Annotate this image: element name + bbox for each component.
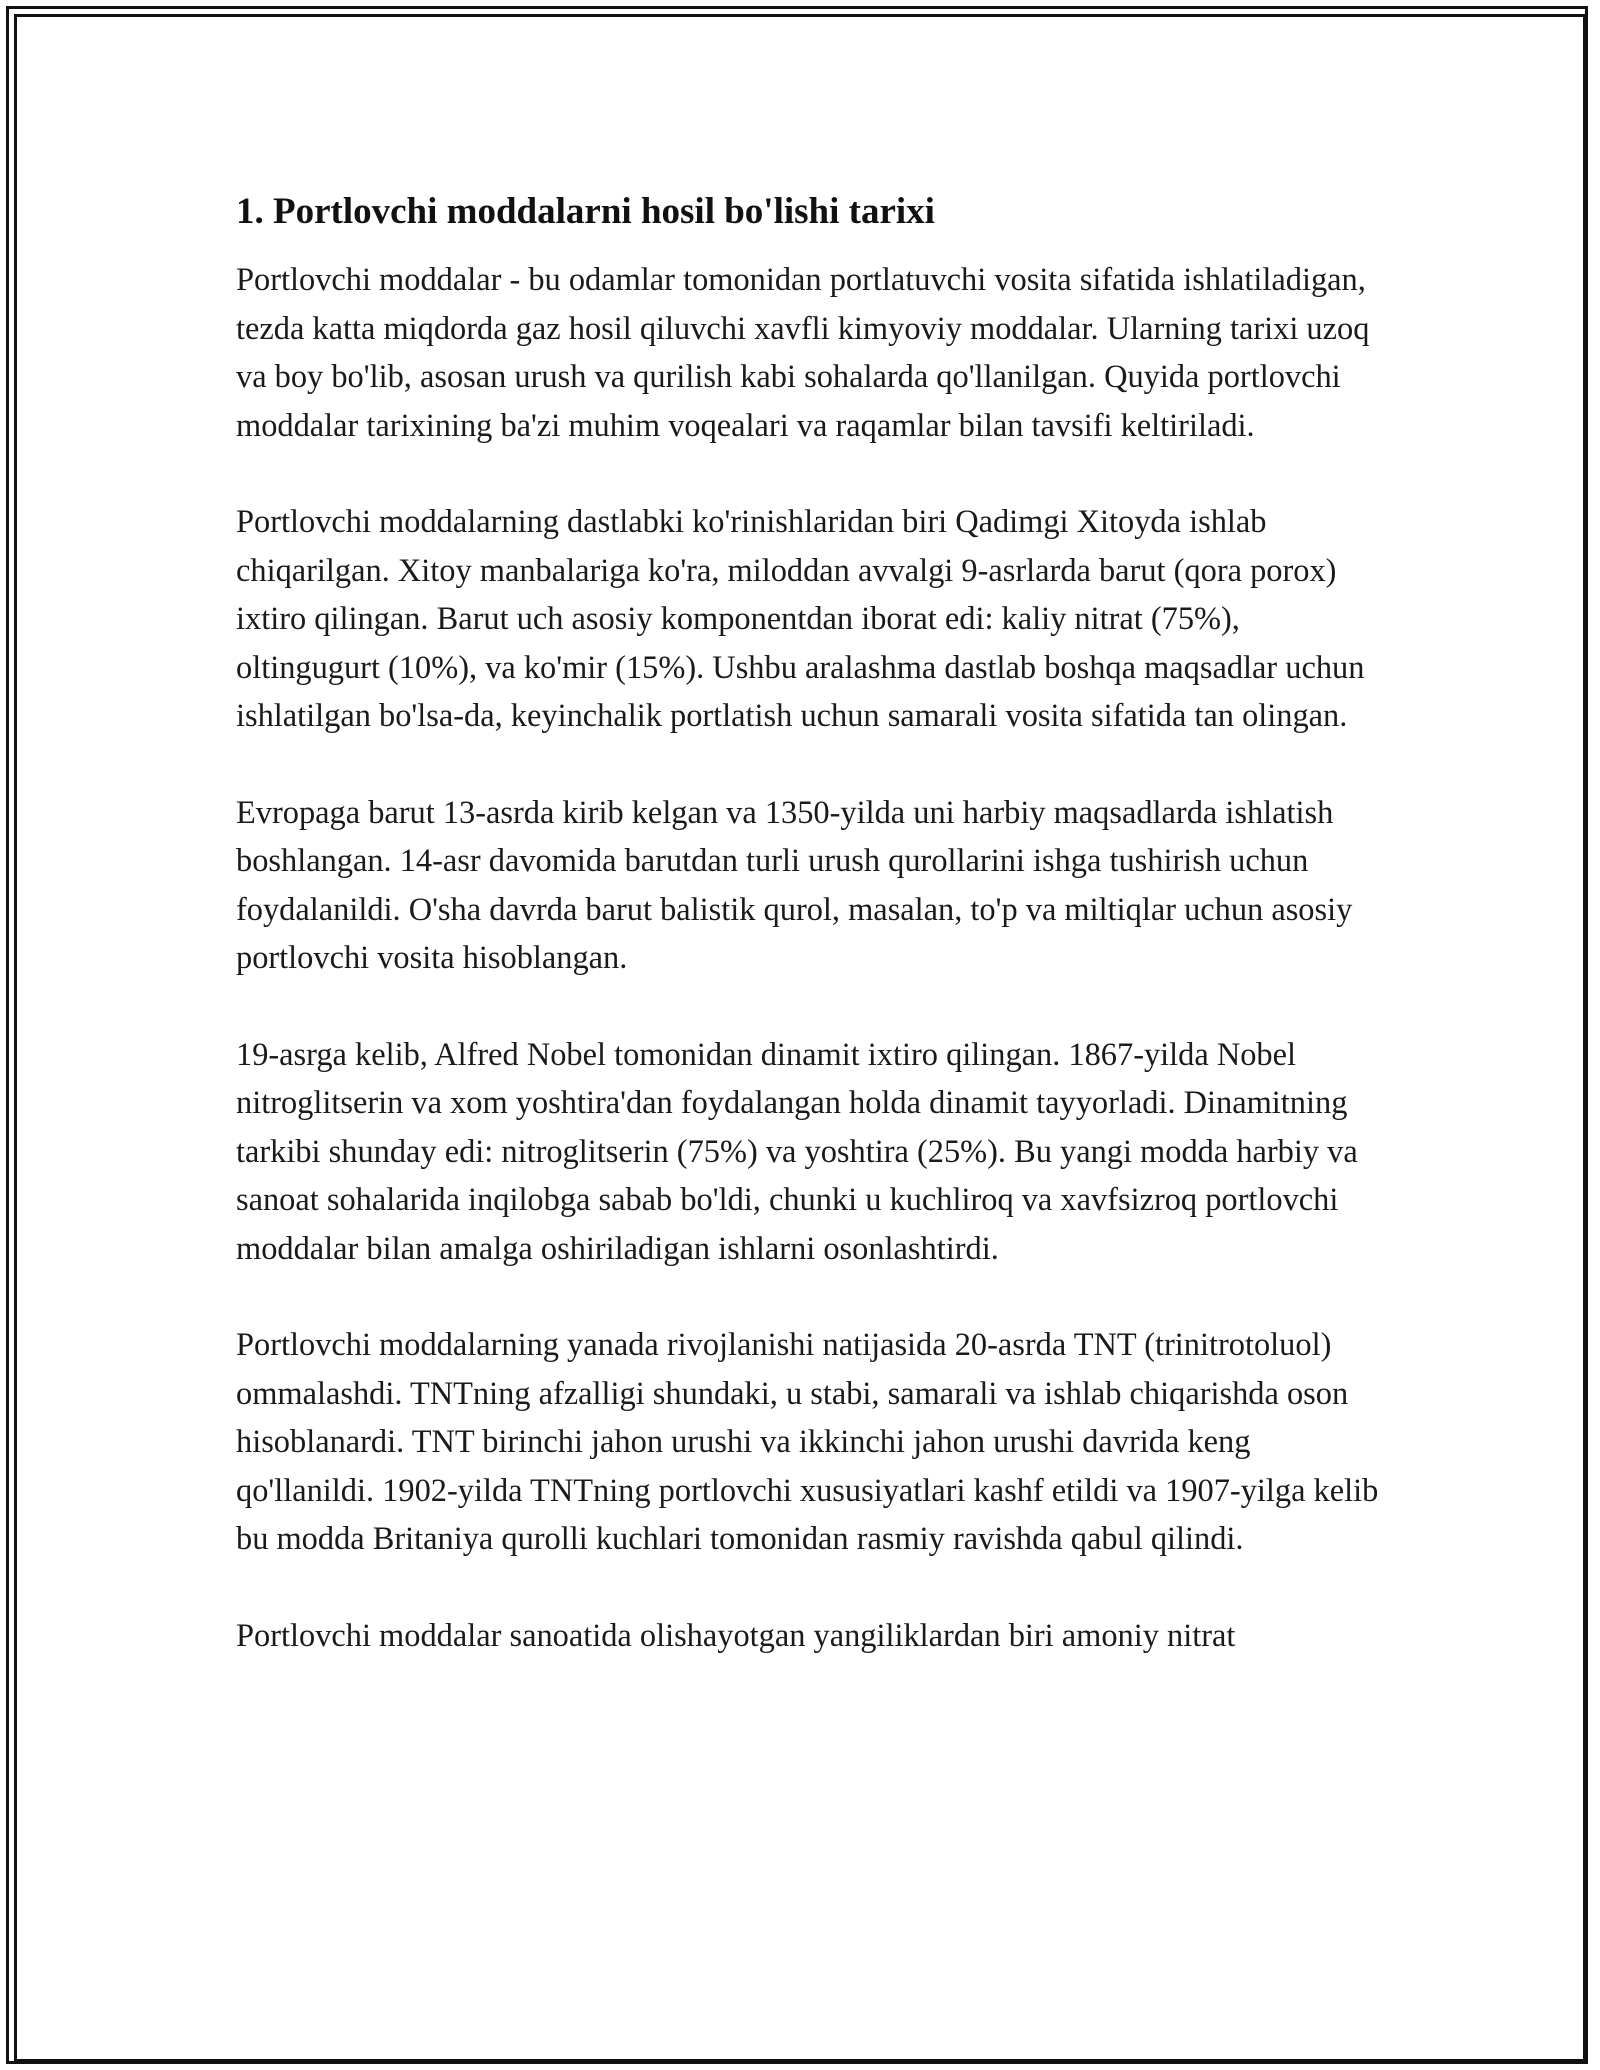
paragraph-intro: Portlovchi moddalar - bu odamlar tomonidan portlatuvchi vosita sifatida ishlatiladigan, tezda katta miqdorda gaz hosil qiluvchi xavfli kimyoviy moddalar. Ularning tarixi uzoq va boy bo'lib, asosan urush va qurilish kabi sohalarda qo'llanilgan. Quyida portlovchi moddalar tarixining ba'zi muhim voqealari va raqamlar bilan tavsifi keltiriladi. (236, 262, 1370, 444)
paragraph-china: Portlovchi moddalarning dastlabki ko'rinishlaridan biri Qadimgi Xitoyda ishlab chiqarilgan. Xitoy manbalariga ko'ra, miloddan avvalgi 9-asrlarda barut (qora porox) ixtiro qilingan. Barut uch asosiy komponentdan iborat edi: kaliy nitrat (75%), oltingugurt (10%), va ko'mir (15%). Ushbu aralashma dastlab boshqa maqsadlar uchun ishlatilgan bo'lsa-da, keyinchalik portlatish uchun samarali vosita sifatida tan olingan. (236, 504, 1365, 734)
document-body (236, 188, 1386, 1660)
paragraph-ammonium-nitrate: Portlovchi moddalar sanoatida olishayotgan yangiliklardan biri amoniy nitrat (236, 1617, 1236, 1654)
paragraph-europe: Evropaga barut 13-asrda kirib kelgan va 1350-yilda uni harbiy maqsadlarda ishlatish boshlangan. 14-asr davomida barutdan turli urush qurollarini ishga tushirish uchun foydalanildi. O'sha davrda barut balistik qurol, masalan, to'p va miltiqlar uchun asosiy portlovchi vosita hisoblangan. (236, 794, 1353, 976)
paragraph-dynamite: 19-asrga kelib, Alfred Nobel tomonidan dinamit ixtiro qilingan. 1867-yilda Nobel nitroglitserin va xom yoshtira'dan foydalangan holda dinamit tayyorladi. Dinamitning tarkibi shunday edi: nitroglitserin (75%) va yoshtira (25%). Bu yangi modda harbiy va sanoat sohalarida inqilobga sabab bo'ldi, chunki u kuchliroq va xavfsizroq portlovchi moddalar bilan amalga oshiriladigan ishlarni osonlashtirdi. (236, 1036, 1358, 1267)
paragraph-tnt: Portlovchi moddalarning yanada rivojlanishi natijasida 20-asrda TNT (trinitrotoluol) ommalashdi. TNTning afzalligi shundaki, u stabi, samarali va ishlab chiqarishda oson hisoblanardi. TNT birinchi jahon urushi va ikkinchi jahon urushi davrida keng qo'llanildi. 1902-yilda TNTning portlovchi xususiyatlari kashf etildi va 1907-yilga kelib bu modda Britaniya qurolli kuchlari tomonidan rasmiy ravishda qabul qilindi. (236, 1327, 1379, 1557)
section-heading: 1. Portlovchi moddalarni hosil bo'lishi tarixi (236, 191, 935, 232)
